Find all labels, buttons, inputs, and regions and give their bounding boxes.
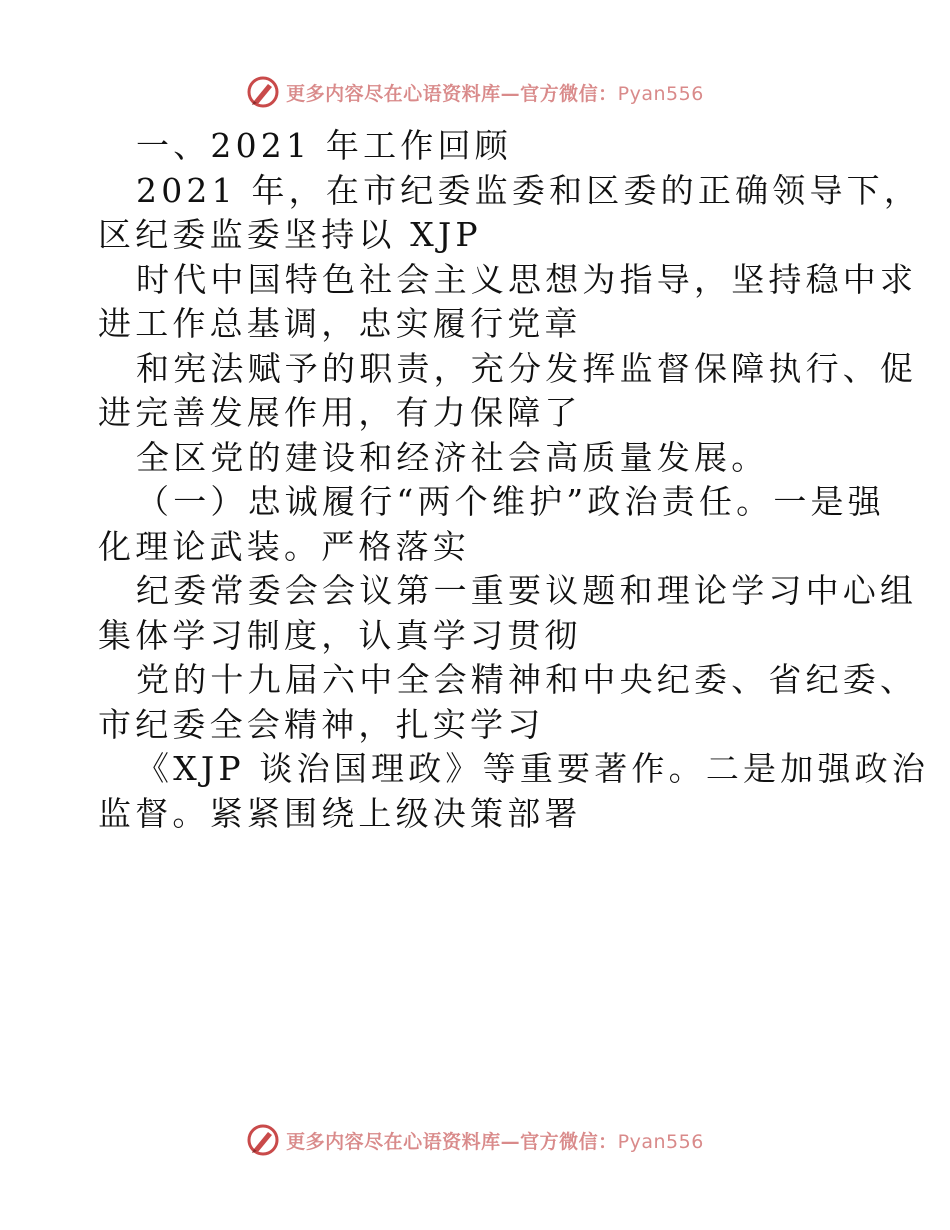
body-line: 一、2021 年工作回顾	[136, 126, 512, 165]
document-body	[98, 124, 930, 836]
body-line: 全区党的建设和经济社会高质量发展。	[136, 437, 769, 477]
body-line: 2021 年，在市纪委监委和区委的正确领导下，	[136, 170, 922, 210]
body-line: （一）忠诚履行“两个维护”政治责任。一是强	[136, 482, 885, 521]
footer-watermark	[0, 1120, 950, 1160]
body-line: 《XJP 谈治国理政》等重要著作。二是加强政治	[136, 749, 930, 788]
watermark-account: Pyan556	[617, 1130, 704, 1153]
watermark-text: 更多内容尽在心语资料库—官方微信：Pyan556	[286, 1130, 704, 1153]
body-line: 市纪委全会精神，扎实学习	[98, 704, 545, 744]
pen-logo-icon	[246, 75, 280, 109]
header-watermark	[0, 72, 950, 112]
watermark-text: 更多内容尽在心语资料库—官方微信：Pyan556	[286, 82, 704, 105]
body-line: 监督。紧紧围绕上级决策部署	[98, 793, 582, 833]
body-line: 集体学习制度，认真学习贯彻	[98, 615, 582, 655]
body-line: 区纪委监委坚持以 XJP	[98, 215, 482, 254]
watermark-account: Pyan556	[617, 82, 704, 105]
body-line: 党的十九届六中全会精神和中央纪委、省纪委、	[136, 660, 918, 699]
body-line: 和宪法赋予的职责，充分发挥监督保障执行、促	[136, 348, 918, 388]
body-line: 时代中国特色社会主义思想为指导，坚持稳中求	[136, 259, 918, 299]
body-line: 进工作总基调，忠实履行党章	[98, 304, 582, 343]
body-line: 化理论武装。严格落实	[98, 526, 470, 566]
body-line: 纪委常委会会议第一重要议题和理论学习中心组	[136, 571, 918, 610]
body-line: 进完善发展作用，有力保障了	[98, 393, 582, 432]
pen-logo-icon	[246, 1123, 280, 1157]
